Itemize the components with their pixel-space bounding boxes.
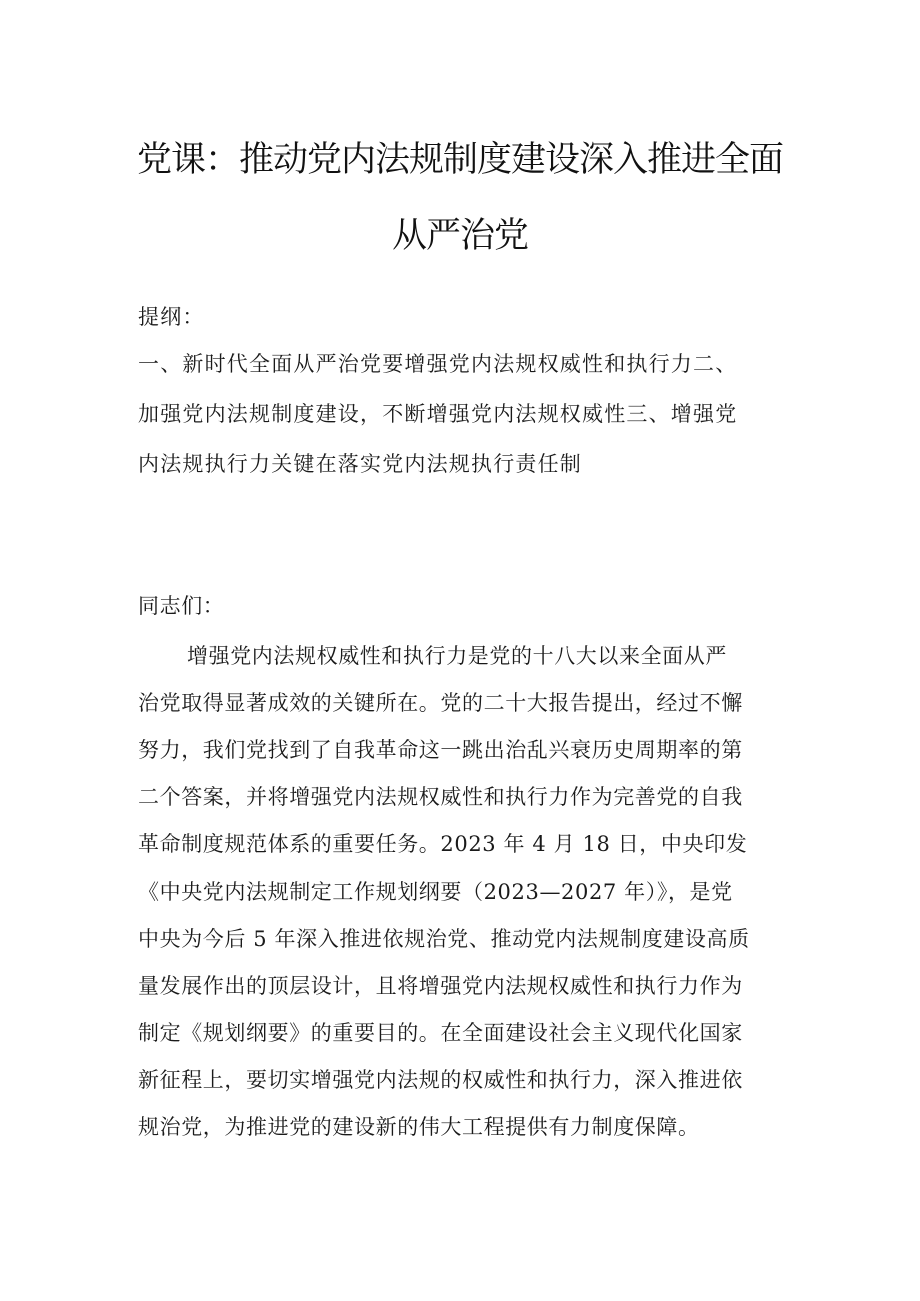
- salutation: 同志们：: [138, 594, 225, 618]
- body-paragraph-line: 革命制度规范体系的重要任务。2023 年 4 月 18 日，中央印发: [138, 832, 748, 856]
- body-paragraph-line: 《中央党内法规制定工作规划纲要（2023—2027 年）》，是党: [138, 880, 733, 904]
- document-title-line-2: 从严治党: [391, 216, 528, 256]
- body-paragraph-line: 中央为今后 5 年深入推进依规治党、推动党内法规制度建设高质: [138, 927, 750, 951]
- outline-line-2: 加强党内法规制度建设，不断增强党内法规权威性三、增强党: [138, 402, 738, 426]
- body-paragraph-line: 量发展作出的顶层设计，且将增强党内法规权威性和执行力作为: [138, 974, 743, 998]
- body-paragraph-line: 制定《规划纲要》的重要目的。在全面建设社会主义现代化国家: [138, 1021, 743, 1045]
- outline-label: 提纲：: [138, 305, 205, 329]
- body-paragraph-line: 治党取得显著成效的关键所在。党的二十大报告提出，经过不懈: [138, 691, 743, 715]
- body-paragraph-line: 增强党内法规权威性和执行力是党的十八大以来全面从严: [187, 644, 727, 668]
- outline-line-1: 一、新时代全面从严治党要增强党内法规权威性和执行力二、: [138, 352, 738, 376]
- body-paragraph-line: 规治党，为推进党的建设新的伟大工程提供有力制度保障。: [138, 1115, 700, 1139]
- body-paragraph-line: 二个答案，并将增强党内法规权威性和执行力作为完善党的自我: [138, 785, 743, 809]
- body-paragraph-line: 努力，我们党找到了自我革命这一跳出治乱兴衰历史周期率的第: [138, 738, 743, 762]
- body-paragraph-line: 新征程上，要切实增强党内法规的权威性和执行力，深入推进依: [138, 1068, 743, 1092]
- document-title-line-1: 党课：推动党内法规制度建设深入推进全面: [136, 140, 783, 180]
- outline-line-3: 内法规执行力关键在落实党内法规执行责任制: [138, 452, 582, 476]
